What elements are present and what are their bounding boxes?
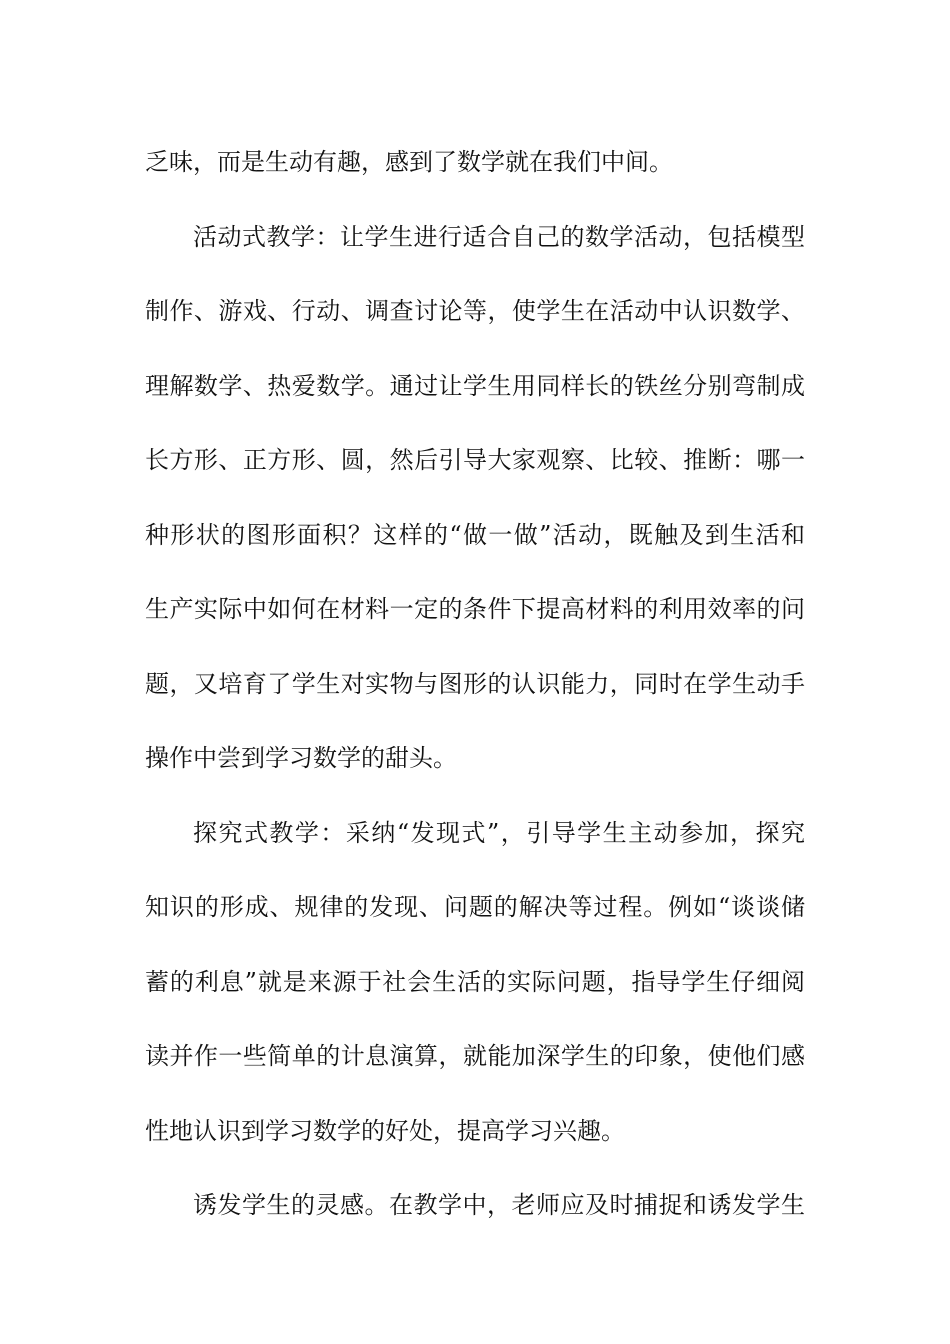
text-line: 性地认识到学习数学的好处，提高学习兴趣。 — [145, 1116, 625, 1145]
paragraph-inspiration — [145, 1168, 805, 1243]
text-line: 理解数学、热爱数学。通过让学生用同样长的铁丝分别弯制成 — [145, 371, 805, 400]
paragraph-continuation — [145, 125, 805, 200]
text-line: 蓄的利息”就是来源于社会生活的实际问题，指导学生仔细阅 — [145, 967, 805, 996]
text-line: 活动式教学：让学生进行适合自己的数学活动，包括模型 — [193, 222, 805, 251]
text-line: 读并作一些简单的计息演算，就能加深学生的印象，使他们感 — [145, 1042, 805, 1070]
text-line: 题，又培育了学生对实物与图形的认识能力，同时在学生动手 — [145, 669, 805, 698]
paragraph-inquiry-teaching — [145, 796, 805, 1169]
text-line: 知识的形成、规律的发现、问题的解决等过程。例如“谈谈储 — [145, 893, 805, 921]
text-line: 制作、游戏、行动、调查讨论等，使学生在活动中认识数学、 — [145, 297, 805, 325]
text-line: 长方形、正方形、圆，然后引导大家观察、比较、推断：哪一 — [145, 446, 805, 474]
text-line: 操作中尝到学习数学的甜头。 — [145, 744, 457, 772]
text-line: 乏味，而是生动有趣，感到了数学就在我们中间。 — [145, 148, 673, 176]
body-text — [145, 125, 805, 1243]
text-line: 生产实际中如何在材料一定的条件下提高材料的利用效率的问 — [145, 595, 805, 623]
text-line: 诱发学生的灵感。在教学中，老师应及时捕捉和诱发学生 — [193, 1191, 805, 1219]
text-line: 种形状的图形面积？这样的“做一做”活动，既触及到生活和 — [145, 520, 805, 549]
text-line: 探究式教学：采纳“发现式”，引导学生主动参加，探究 — [193, 818, 805, 847]
paragraph-activity-teaching — [145, 200, 805, 796]
